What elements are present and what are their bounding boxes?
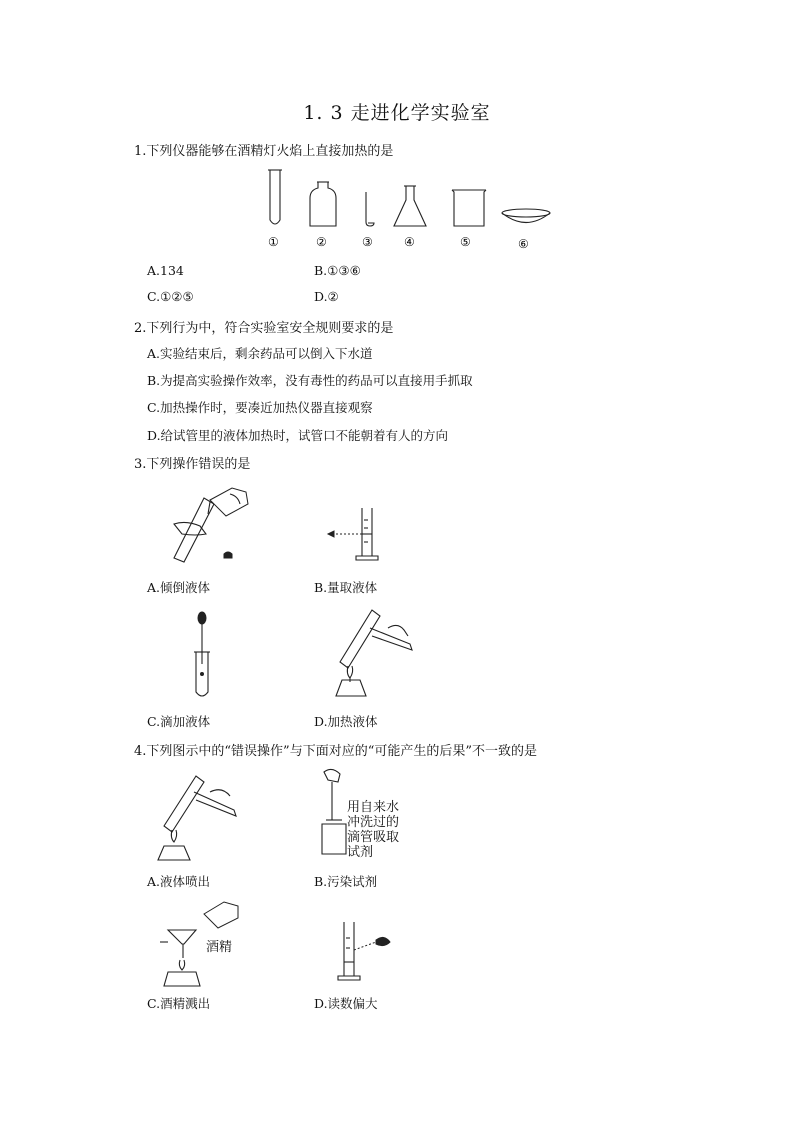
question-2-stem: 2.下列行为中，符合实验室安全规则要求的是: [134, 321, 394, 336]
q2-option-b: B.为提高实验操作效率，没有毒性的药品可以直接用手抓取: [147, 373, 473, 388]
apparatus-label-6: ⑥: [518, 237, 529, 251]
q4-option-a: A.液体喷出: [147, 874, 211, 889]
q2-option-a: A.实验结束后，剩余药品可以倒入下水道: [147, 346, 373, 361]
q4-figure-c-funnel: [158, 900, 248, 988]
q4-option-b: B.污染试剂: [314, 874, 378, 889]
question-1-stem: 1.下列仪器能够在酒精灯火焰上直接加热的是: [134, 144, 394, 159]
q4-b-caption-line-4: 试剂: [347, 845, 374, 860]
question-3-stem: 3.下列操作错误的是: [134, 457, 251, 472]
q3-figure-b-measuring: [322, 506, 382, 566]
beaker-icon: [452, 190, 486, 226]
apparatus-label-2: ②: [316, 235, 327, 249]
q4-option-c: C.酒精溅出: [147, 996, 211, 1011]
question-4-stem: 4.下列图示中的“错误操作”与下面对应的“可能产生的后果”不一致的是: [134, 744, 537, 759]
q1-option-a: A.134: [147, 263, 184, 278]
q3-option-d: D.加热液体: [314, 714, 378, 729]
q4-option-d: D.读数偏大: [314, 996, 378, 1011]
combustion-spoon-icon: [366, 192, 374, 226]
q2-option-d: D.给试管里的液体加热时，试管口不能朝着有人的方向: [147, 428, 449, 443]
q1-apparatus-figure: [256, 168, 561, 254]
q4-b-caption-line-2: 冲洗过的: [347, 815, 400, 830]
evaporating-dish-icon: [502, 209, 550, 223]
apparatus-label-1: ①: [268, 235, 279, 249]
q4-c-caption: 酒精: [206, 940, 233, 955]
q3-option-c: C.滴加液体: [147, 714, 211, 729]
apparatus-label-4: ④: [404, 235, 415, 249]
q2-option-c: C.加热操作时，要凑近加热仪器直接观察: [147, 400, 373, 415]
q4-b-caption: [347, 800, 399, 860]
q3-figure-c-dropping: [186, 612, 226, 702]
conical-flask-icon: [394, 186, 426, 226]
q3-figure-d-heating: [326, 606, 426, 702]
reagent-bottle-icon: [310, 182, 336, 226]
q1-option-b: B.①③⑥: [314, 263, 361, 278]
q4-b-caption-line-1: 用自来水: [347, 800, 400, 815]
q3-figure-a-pouring: [166, 484, 256, 572]
q3-option-a: A.倾倒液体: [147, 580, 211, 595]
apparatus-label-5: ⑤: [460, 235, 471, 249]
q4-figure-a-heating: [150, 770, 246, 866]
q1-option-d: D.②: [314, 289, 339, 304]
q4-b-caption-line-3: 滴管吸取: [347, 830, 400, 845]
test-tube-icon: [268, 170, 282, 224]
q1-option-c: C.①②⑤: [147, 289, 194, 304]
q3-option-b: B.量取液体: [314, 580, 378, 595]
page-title: 1. 3 走进化学实验室: [303, 102, 491, 124]
apparatus-label-3: ③: [362, 235, 373, 249]
q4-figure-d-reading: [334, 918, 394, 984]
